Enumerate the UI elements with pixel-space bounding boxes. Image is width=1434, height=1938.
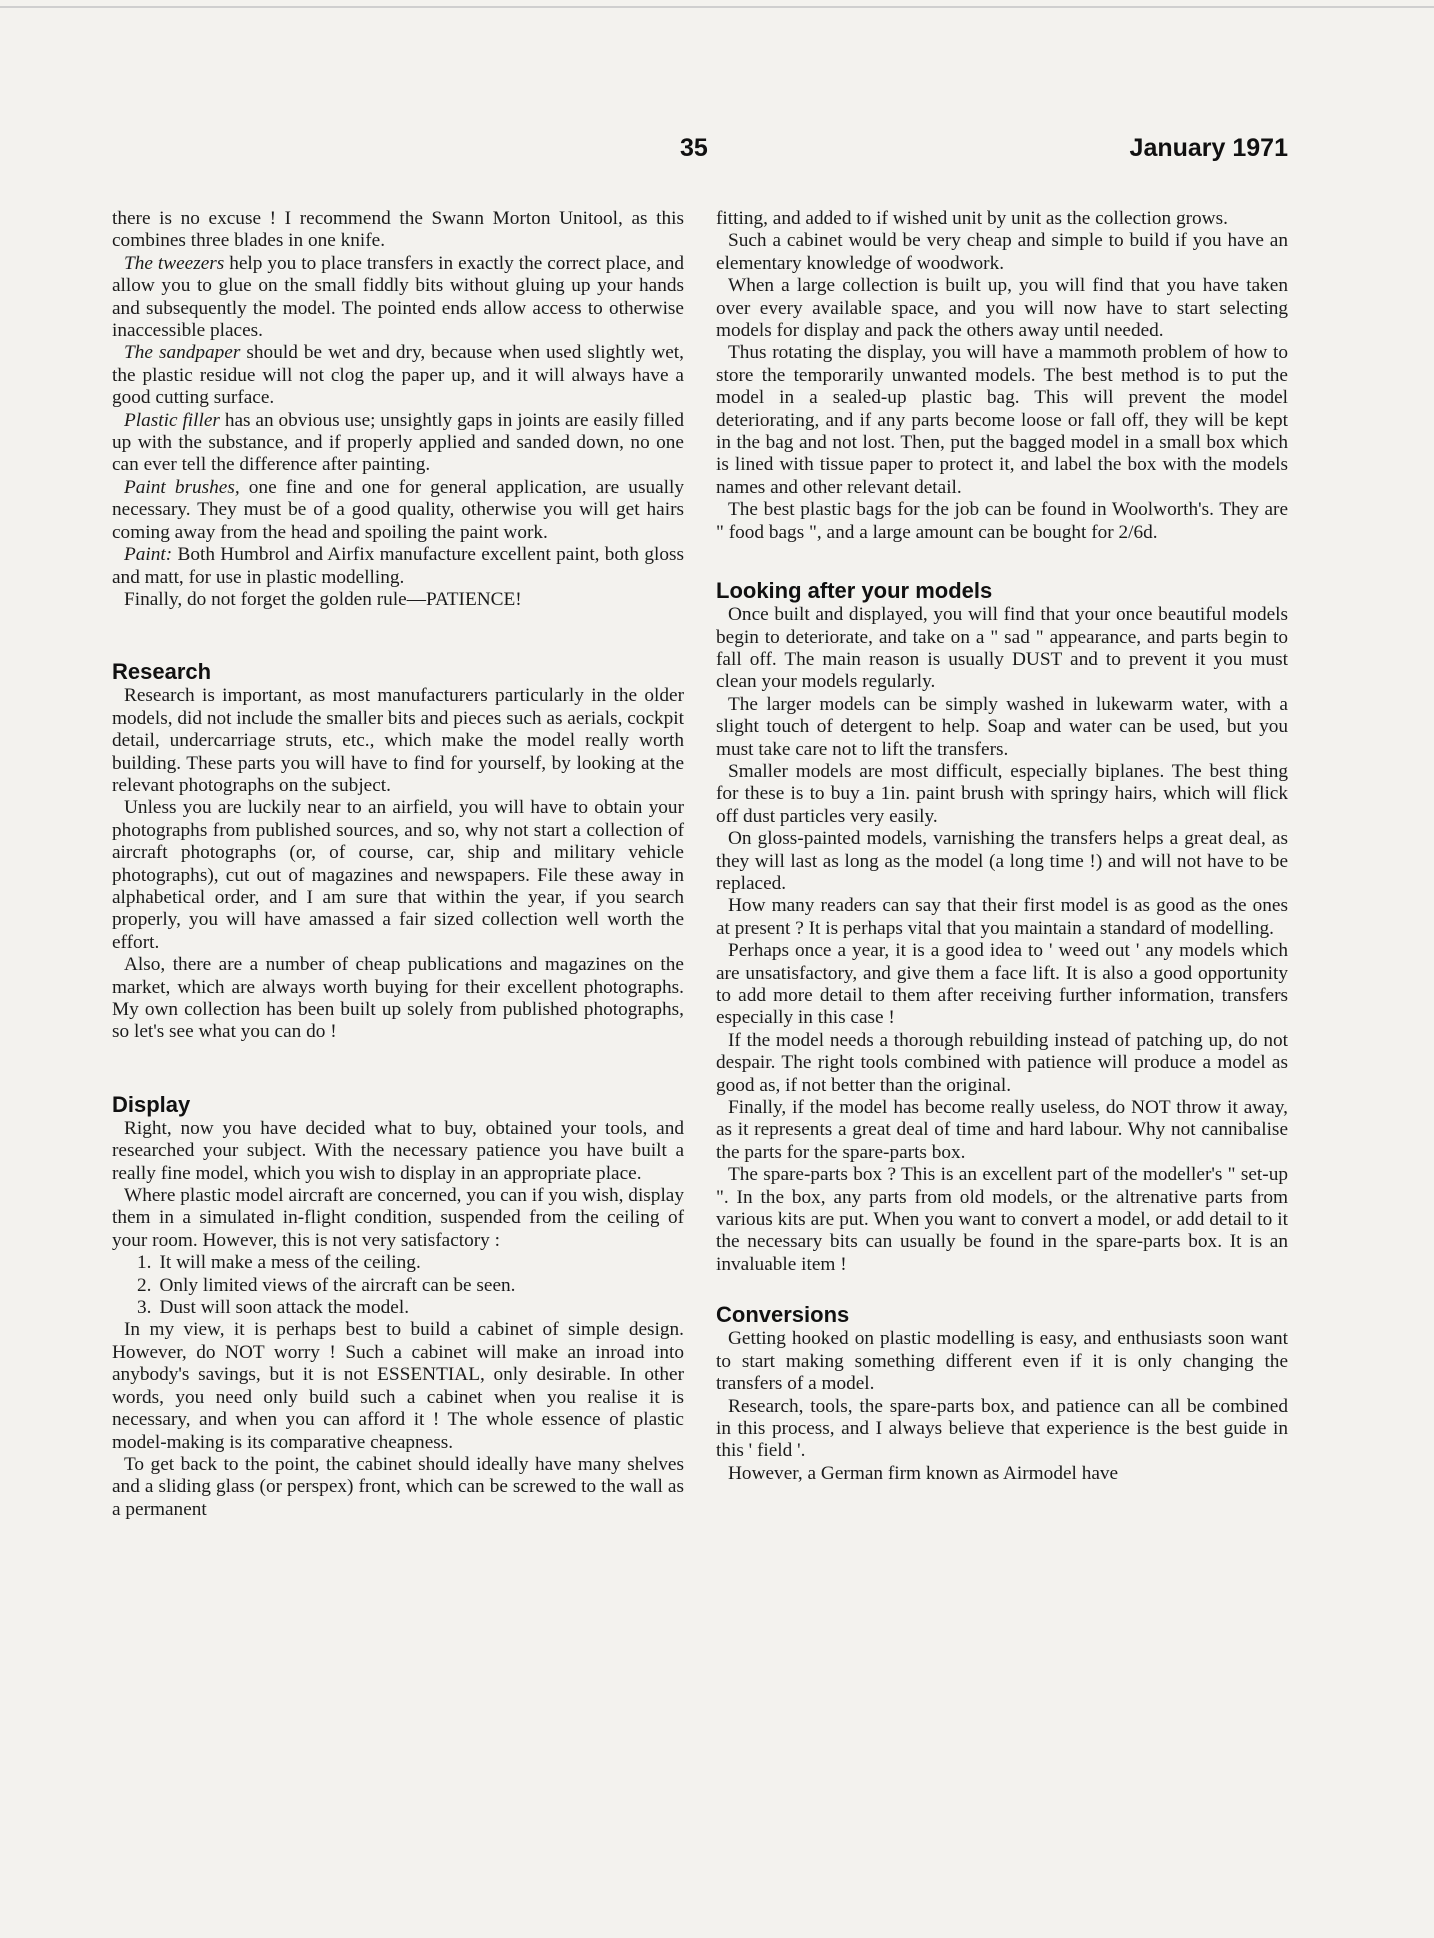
- issue-date: January 1971: [1129, 134, 1288, 162]
- section-heading-display: Display: [112, 1091, 191, 1117]
- paragraph-lead: The tweezers: [124, 252, 225, 274]
- section-gap: [716, 544, 1288, 578]
- list-item: [112, 1275, 684, 1297]
- paragraph: [112, 253, 684, 343]
- section-gap: [112, 1044, 684, 1092]
- paragraph: In my view, it is perhaps best to build a cabinet of simple design. However, do NOT worry ! Such a cabinet will make an inroad into anybody's savings, but it is not ESSENTIAL, only desirable. In other words, you need only build such a cabinet when you realise it is necessary, and when you can afford it ! The whole essence of plastic model-making is its comparative cheapness.: [112, 1319, 684, 1453]
- paragraph: Thus rotating the display, you will have a mammoth problem of how to store the temporarily unwanted models. The best method is to put the model in a sealed-up plastic bag. This will prevent the model deteriorating, and if any parts become loose or fall off, they will be kept in the bag and not lost. Then, put the bagged model in a small box which is lined with tissue paper to protect it, and label the box with the models names and other relevant detail.: [716, 342, 1288, 498]
- paragraph: Getting hooked on plastic modelling is easy, and enthusiasts soon want to start making something different even if it is only changing the transfers of a model.: [716, 1328, 1288, 1395]
- paragraph-text: one fine and one for general application, are usually necessary. They must be of a good quality, otherwise you will get hairs coming away from the head and spoiling the paint work.: [112, 476, 685, 543]
- paragraph: Research, tools, the spare-parts box, and patience can all be combined in this process, and I always believe that experience is the best guide in this ' field '.: [716, 1395, 1288, 1462]
- list-text: Dust will soon attack the model.: [159, 1297, 410, 1319]
- paragraph-lead: Paint:: [124, 544, 173, 566]
- paragraph: Smaller models are most difficult, especially biplanes. The best thing for these is to buy a 1in. paint brush with springy hairs, which will flick off dust particles very easily.: [716, 760, 1288, 827]
- list-text: It will make a mess of the ceiling.: [159, 1252, 421, 1274]
- top-edge-rule: [0, 6, 1434, 8]
- list-item: [112, 1297, 684, 1319]
- paragraph: [112, 342, 684, 409]
- paragraph: However, a German firm known as Airmodel have: [728, 1462, 1119, 1484]
- paragraph-text: Both Humbrol and Airfix manufacture excellent paint, both gloss and matt, for use in plastic modelling.: [112, 544, 684, 588]
- right-column: [716, 208, 1288, 1485]
- page-number: 35: [680, 134, 708, 162]
- list-item: [112, 1252, 684, 1274]
- paragraph: On gloss-painted models, varnishing the transfers helps a great deal, as they will last as long as the model (a long time !) and will not have to be replaced.: [716, 828, 1288, 894]
- paragraph: Perhaps once a year, it is a good idea to ' weed out ' any models which are unsatisfactory, and give them a face lift. It is also a good opportunity to add more detail to them after receiving further information, transfers especially in this case !: [716, 940, 1288, 1029]
- paragraph-text: should be wet and dry, because when used slightly wet, the plastic residue will not clog the paper up, and it will always have a good cutting surface.: [112, 342, 684, 409]
- section-heading-looking-after: Looking after your models: [716, 578, 993, 604]
- paragraph-lead: Paint brushes,: [124, 476, 240, 498]
- paragraph: Such a cabinet would be very cheap and simple to build if you have an elementary knowledge of woodwork.: [716, 230, 1288, 274]
- paragraph: [112, 477, 684, 544]
- paragraph: [112, 544, 684, 589]
- paragraph: Finally, do not forget the golden rule—PATIENCE!: [124, 588, 522, 610]
- paragraph: fitting, and added to if wished unit by unit as the collection grows.: [716, 208, 1228, 229]
- section-gap: [716, 1276, 1288, 1302]
- paragraph: [112, 410, 684, 477]
- paragraph: Finally, if the model has become really useless, do NOT throw it away, as it represents a great deal of time and hard labour. Why not cannibalise the parts for the spare-parts box.: [716, 1097, 1288, 1163]
- list-number: 3.: [137, 1297, 152, 1319]
- section-gap: [112, 611, 684, 659]
- paragraph-text: has an obvious use; unsightly gaps in joints are easily filled up with the substance, and if properly applied and sanded down, no one can ever tell the difference after painting.: [112, 409, 684, 476]
- paragraph: Research is important, as most manufacturers particularly in the older models, did not include the smaller bits and pieces such as aerials, cockpit detail, undercarriage struts, etc., which make the model really worth building. These parts you will have to find for yourself, by looking at the relevant photographs on the subject.: [112, 685, 684, 796]
- paragraph: When a large collection is built up, you will find that you have taken over every available space, and you will now have to start selecting models for display and pack the others away until needed.: [716, 275, 1288, 342]
- paragraph-text: help you to place transfers in exactly the correct place, and allow you to glue on the small fiddly bits without gluing up your hands and subsequently the model. The pointed ends allow access to otherwise inaccessible places.: [112, 252, 684, 342]
- left-column: [112, 208, 684, 1521]
- section-heading-conversions: Conversions: [716, 1302, 850, 1328]
- list-text: Only limited views of the aircraft can be seen.: [159, 1274, 516, 1296]
- paragraph: How many readers can say that their first model is as good as the ones at present ? It is perhaps vital that you maintain a standard of modelling.: [716, 895, 1288, 939]
- section-heading-research: Research: [112, 659, 212, 685]
- paragraph-lead: Plastic filler: [124, 409, 220, 431]
- paragraph: The best plastic bags for the job can be found in Woolworth's. They are " food bags ", and a large amount can be bought for 2/6d.: [716, 499, 1288, 543]
- paragraph: Also, there are a number of cheap publications and magazines on the market, which are always worth buying for their excellent photographs. My own collection has been built up solely from published photographs, so let's see what you can do !: [112, 954, 684, 1043]
- paragraph: The spare-parts box ? This is an excellent part of the modeller's " set-up ". In the box, any parts from old models, or the altrenative parts from various kits are put. When you want to convert a model, or add detail to it the necessary bits can usually be found in the spare-parts box. It is an invaluable item !: [716, 1164, 1288, 1275]
- paragraph-lead: The sandpaper: [124, 342, 241, 364]
- paragraph: To get back to the point, the cabinet should ideally have many shelves and a sliding glass (or perspex) front, which can be screwed to the wall as a permanent: [112, 1453, 684, 1520]
- numbered-list: [112, 1252, 684, 1319]
- list-number: 2.: [137, 1274, 152, 1296]
- paragraph: The larger models can be simply washed in lukewarm water, with a slight touch of detergent to help. Soap and water can be used, but you must take care not to lift the transfers.: [716, 693, 1288, 760]
- paragraph: If the model needs a thorough rebuilding instead of patching up, do not despair. The right tools combined with patience will produce a model as good as, if not better than the original.: [716, 1029, 1288, 1096]
- list-number: 1.: [137, 1252, 152, 1274]
- paragraph: Unless you are luckily near to an airfield, you will have to obtain your photographs from published sources, and so, why not start a collection of aircraft photographs (or, of course, car, ship and military vehicle photographs), cut out of magazines and newspapers. File these away in alphabetical order, and I am sure that within the year, if you search properly, you will have amassed a fair sized collection well worth the effort.: [112, 797, 684, 953]
- paragraph: Where plastic model aircraft are concerned, you can if you wish, display them in a simulated in-flight condition, suspended from the ceiling of your room. However, this is not very satisfactory :: [112, 1185, 684, 1251]
- paragraph: there is no excuse ! I recommend the Swann Morton Unitool, as this combines three blades in one knife.: [112, 208, 684, 252]
- paragraph: Right, now you have decided what to buy, obtained your tools, and researched your subject. With the necessary patience you have built a really fine model, which you wish to display in an appropriate place.: [112, 1117, 684, 1184]
- paragraph: Once built and displayed, you will find that your once beautiful models begin to deteriorate, and take on a " sad " appearance, and parts begin to fall off. The main reason is usually DUST and to prevent it you must clean your models regularly.: [716, 604, 1288, 693]
